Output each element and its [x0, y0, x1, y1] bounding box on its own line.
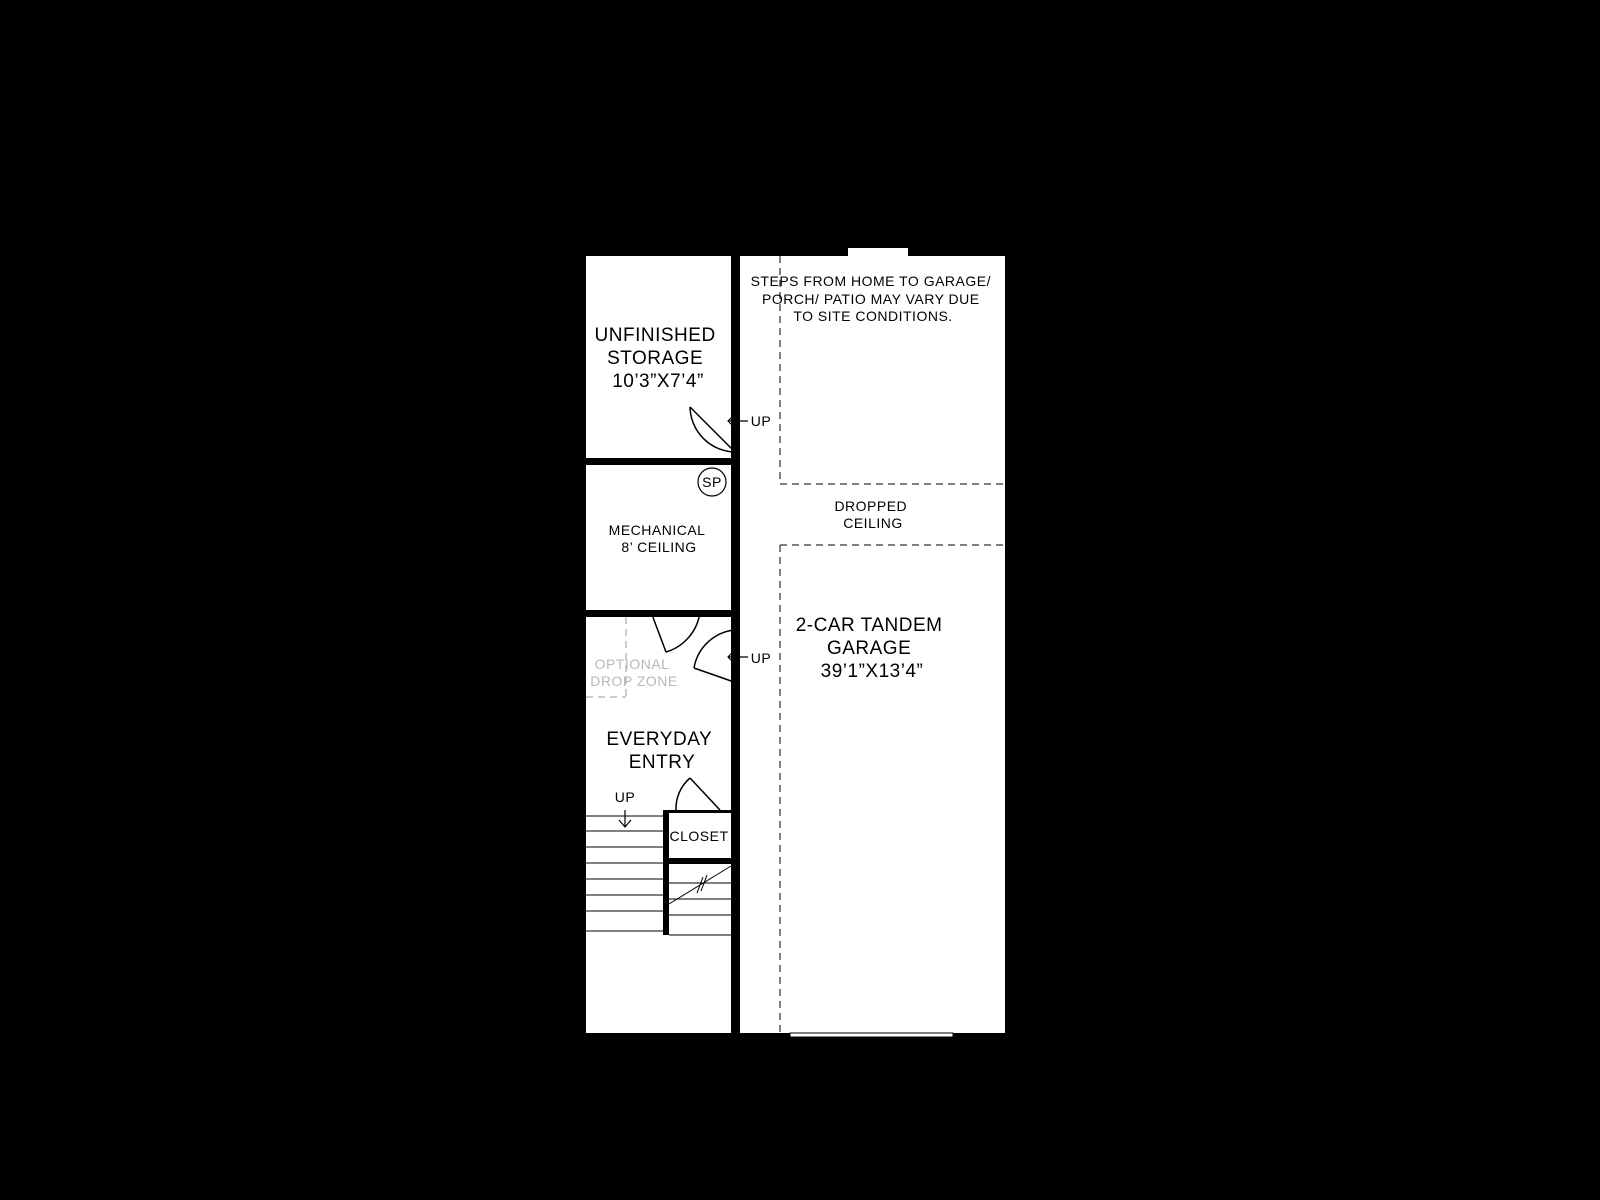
entry-label: EVERYDAY ENTRY	[606, 729, 712, 773]
dropped-ceiling-label: DROPPED CEILING	[834, 498, 908, 531]
storage-label: UNFINISHED STORAGE 10’3”X7’4”	[594, 325, 716, 392]
site-note: STEPS FROM HOME TO GARAGE/ PORCH/ PATIO MAY VARY DUE TO SITE CONDITIONS.	[750, 273, 992, 324]
up-stairs-label: UP	[614, 789, 636, 805]
sump-pump-label: SP	[702, 474, 722, 490]
drop-zone-label: OPTIONAL DROP ZONE	[590, 656, 678, 689]
up-entry-label: UP	[750, 650, 772, 666]
garage-label: 2-CAR TANDEM GARAGE 39’1”X13’4”	[795, 615, 943, 682]
garage-door	[790, 1033, 953, 1037]
up-storage-label: UP	[750, 413, 772, 429]
closet-label: CLOSET	[669, 828, 729, 844]
garage-top-notch	[848, 248, 908, 256]
mechanical-label: MECHANICAL 8’ CEILING	[608, 522, 705, 555]
